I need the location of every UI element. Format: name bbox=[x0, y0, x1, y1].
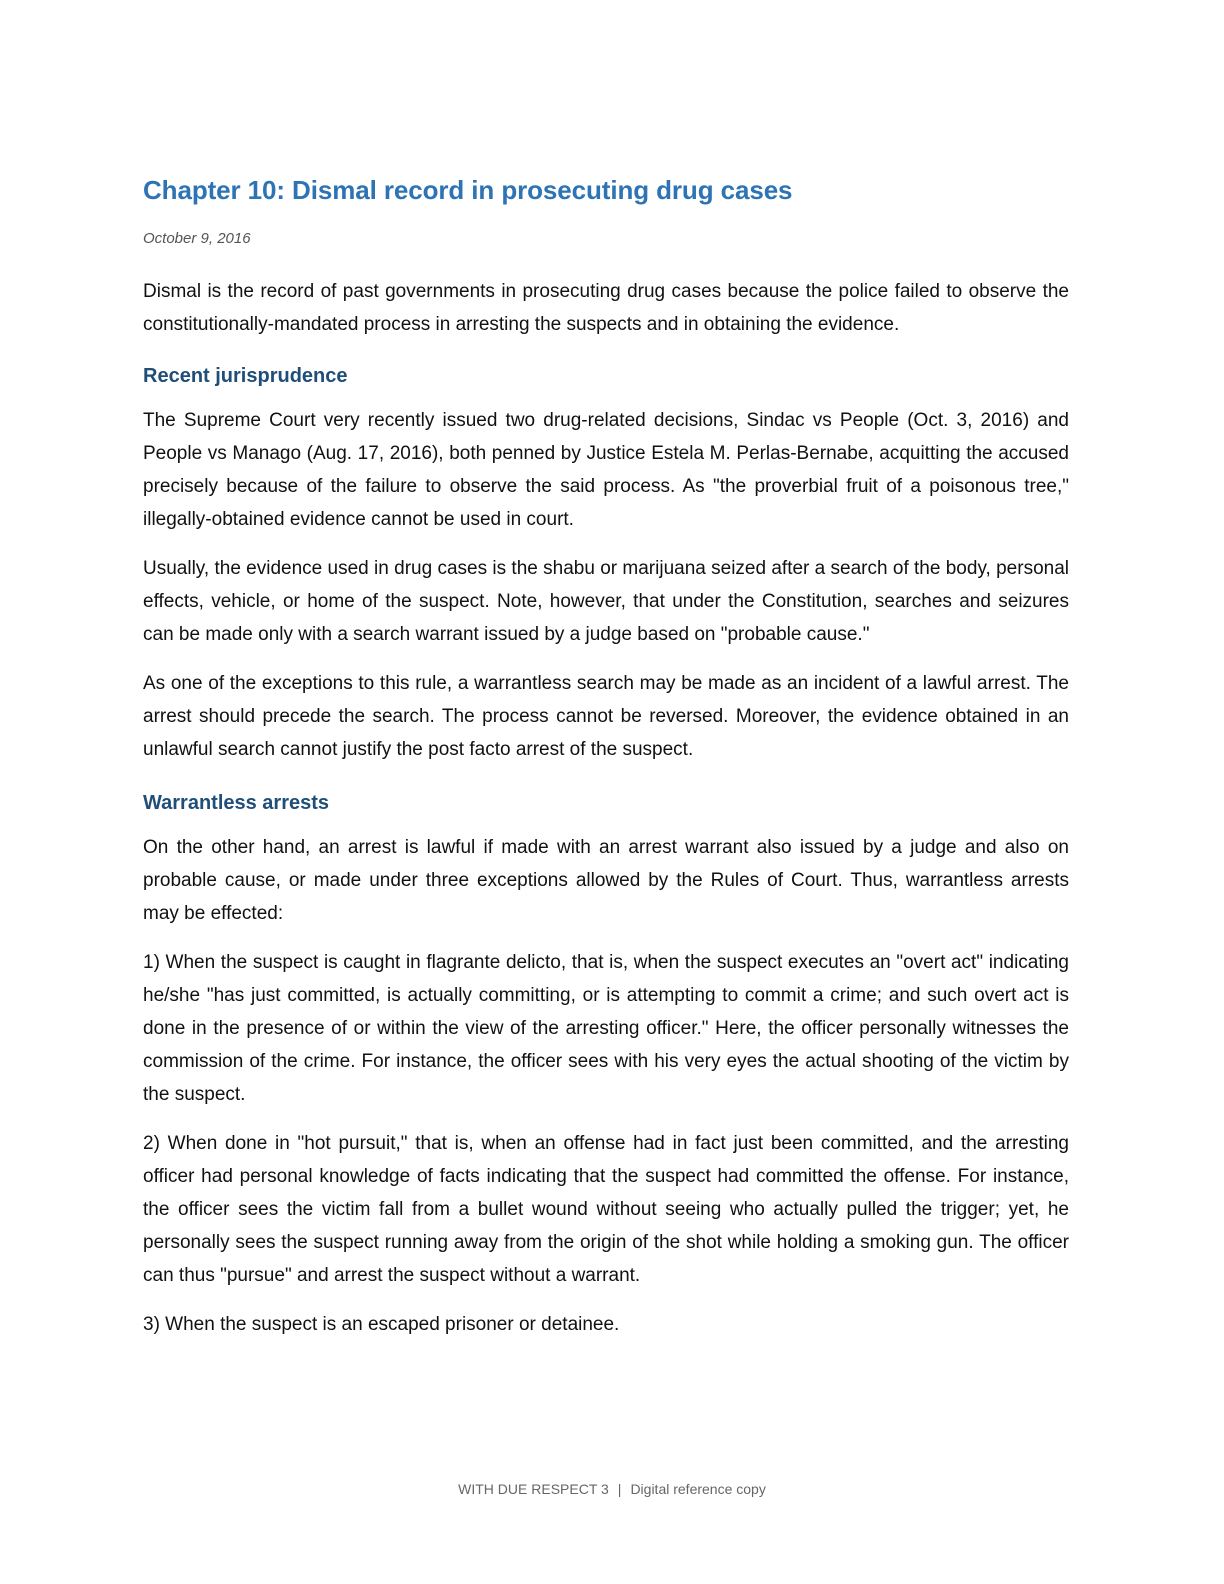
list-item-paragraph: 3) When the suspect is an escaped prisoner or detainee. bbox=[143, 1314, 620, 1335]
page-content bbox=[143, 172, 1069, 1341]
body-paragraph: The Supreme Court very recently issued two drug-related decisions, Sindac vs People (Oct. 3, 2016) and People vs Manago (Aug. 17, 2016), both penned by Justice Estela M. Perlas-Bernabe, acquitting the accused precisely because of the failure to observe the said process. As "the proverbial fruit of a poisonous tree," illegally-obtained evidence cannot be used in court. bbox=[143, 410, 1069, 530]
body-paragraph: Usually, the evidence used in drug cases is the shabu or marijuana seized after a search of the body, personal effects, vehicle, or home of the suspect. Note, however, that under the Constitution, searches and seizures can be made only with a search warrant issued by a judge based on "probable cause." bbox=[143, 558, 1069, 645]
list-item-paragraph: 1) When the suspect is caught in flagrante delicto, that is, when the suspect executes an "overt act" indicating he/she "has just committed, is actually committing, or is attempting to commit a crime; and such overt act is done in the presence of or within the view of the arresting officer." Here, the officer personally witnesses the commission of the crime. For instance, the officer sees with his very eyes the actual shooting of the victim by the suspect. bbox=[143, 952, 1069, 1105]
body-paragraph: As one of the exceptions to this rule, a warrantless search may be made as an incident of a lawful arrest. The arrest should precede the search. The process cannot be reversed. Moreover, the evidence obtained in an unlawful search cannot justify the post facto arrest of the suspect. bbox=[143, 673, 1069, 760]
footer-book-title: WITH DUE RESPECT 3 bbox=[458, 1481, 609, 1497]
section-body-warrantless-arrests bbox=[143, 831, 1069, 1341]
intro-paragraph: Dismal is the record of past governments in prosecuting drug cases because the police failed to observe the constitutionally-mandated process in arresting the suspects and in obtaining the evidence. bbox=[143, 281, 1069, 335]
footer-separator: | bbox=[617, 1481, 622, 1497]
chapter-title: Chapter 10: Dismal record in prosecuting drug cases bbox=[143, 175, 793, 205]
section-body-recent-jurisprudence bbox=[143, 404, 1069, 766]
page-footer bbox=[0, 1479, 1224, 1499]
footer-note: Digital reference copy bbox=[630, 1481, 766, 1497]
publication-date: October 9, 2016 bbox=[143, 230, 251, 247]
body-paragraph: On the other hand, an arrest is lawful if made with an arrest warrant also issued by a judge and also on probable cause, or made under three exceptions allowed by the Rules of Court. Thus, warrantless arrests may be effected: bbox=[143, 837, 1069, 924]
list-item-paragraph: 2) When done in "hot pursuit," that is, when an offense had in fact just been committed, and the arresting officer had personal knowledge of facts indicating that the suspect had committed the offense. For instance, the officer sees the victim fall from a bullet wound without seeing who actually pulled the trigger; yet, he personally sees the suspect running away from the origin of the shot while holding a smoking gun. The officer can thus "pursue" and arrest the suspect without a warrant. bbox=[143, 1133, 1069, 1286]
section-heading-warrantless-arrests: Warrantless arrests bbox=[143, 792, 330, 814]
section-heading-recent-jurisprudence: Recent jurisprudence bbox=[143, 365, 348, 387]
